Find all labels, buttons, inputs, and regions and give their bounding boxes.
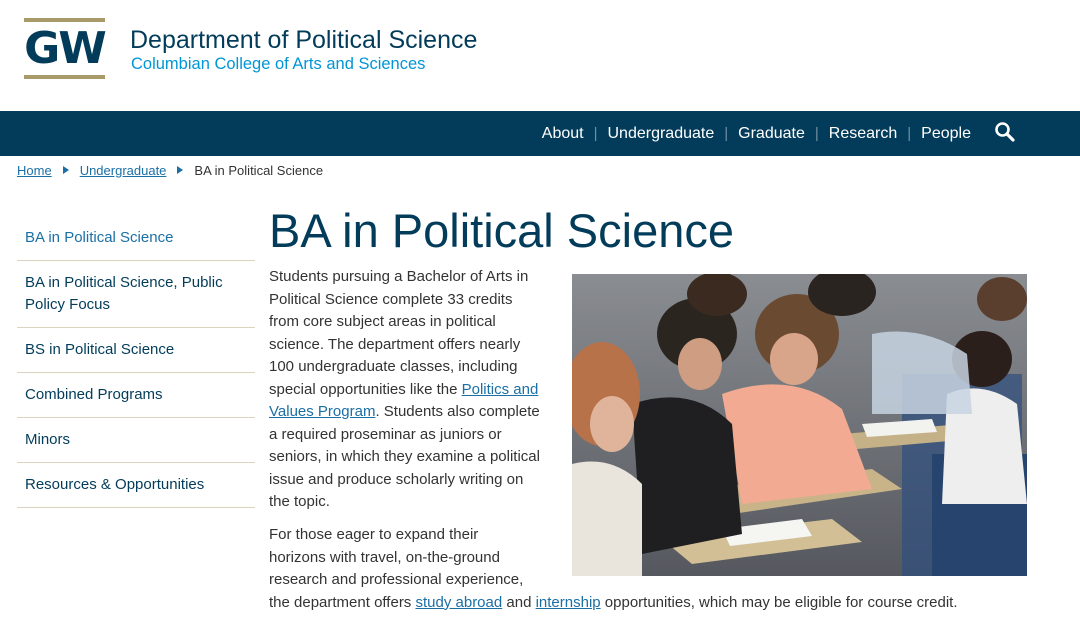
nav-separator: | [593,125,598,142]
breadcrumb-home[interactable]: Home [17,162,52,178]
study-abroad-link[interactable]: study abroad [415,593,503,611]
site-subtitle[interactable]: Columbian College of Arts and Sciences [131,55,426,73]
nav-items [542,111,971,156]
breadcrumb-arrow-icon [177,166,183,174]
travel-paragraph [269,524,1069,614]
intro-paragraph [269,266,544,514]
internship-link[interactable]: internship [535,593,601,611]
main-nav [0,111,1080,156]
logo-bottom-bar [24,75,105,79]
nav-item-people[interactable]: People [921,124,971,142]
travel-line-4-start: the department offers [269,593,416,611]
logo-letters: GW [24,23,105,74]
travel-line-2: horizons with travel, on-the-ground [269,548,500,566]
sidebar-item-bs-political-science[interactable]: BS in Political Science [17,328,255,373]
breadcrumb-current: BA in Political Science [194,162,324,178]
travel-line-4-and: and [502,593,536,611]
politics-values-program-link[interactable]: Politics and Values Program [269,380,539,420]
intro-text-start: Students pursuing a Bachelor of Arts in Political Science complete 33 credits from core subject areas in political science. The department offers nearly 100 undergraduate classes, including special opportunities like the [269,268,529,398]
nav-item-graduate[interactable]: Graduate [738,124,805,142]
intro-text-end: . Students also complete a required proseminar as juniors or seniors, in which they examine a political issue and produce scholarly writing on the topic. [269,403,540,510]
breadcrumb-arrow-icon [63,166,69,174]
breadcrumb-undergraduate[interactable]: Undergraduate [79,162,167,178]
nav-separator: | [907,125,912,142]
sidebar-item-combined-programs[interactable]: Combined Programs [17,373,255,418]
nav-item-undergraduate[interactable]: Undergraduate [607,124,715,142]
travel-line-4 [269,592,1069,615]
sidebar-nav [17,216,255,508]
search-icon[interactable] [994,121,1016,143]
site-header [0,0,1080,111]
sidebar-item-resources[interactable]: Resources & Opportunities [17,463,255,508]
page-title: BA in Political Science [269,204,735,257]
logo-top-bar [24,18,105,22]
nav-separator: | [814,125,819,142]
sidebar-item-minors[interactable]: Minors [17,418,255,463]
sidebar-item-ba-political-science[interactable]: BA in Political Science [17,216,255,261]
travel-line-1: For those eager to expand their [269,526,479,543]
nav-item-research[interactable]: Research [828,124,898,142]
breadcrumb [17,161,323,179]
nav-item-about[interactable]: About [541,124,584,142]
gw-logo[interactable] [24,18,105,80]
site-title[interactable]: Department of Political Science [130,26,478,54]
travel-line-3: research and professional experience, [269,571,524,588]
travel-line-4-end: opportunities, which may be eligible for course credit. [600,593,958,611]
nav-separator: | [724,125,729,142]
sidebar-item-ba-public-policy[interactable]: BA in Political Science, Public Policy Focus [17,261,255,328]
